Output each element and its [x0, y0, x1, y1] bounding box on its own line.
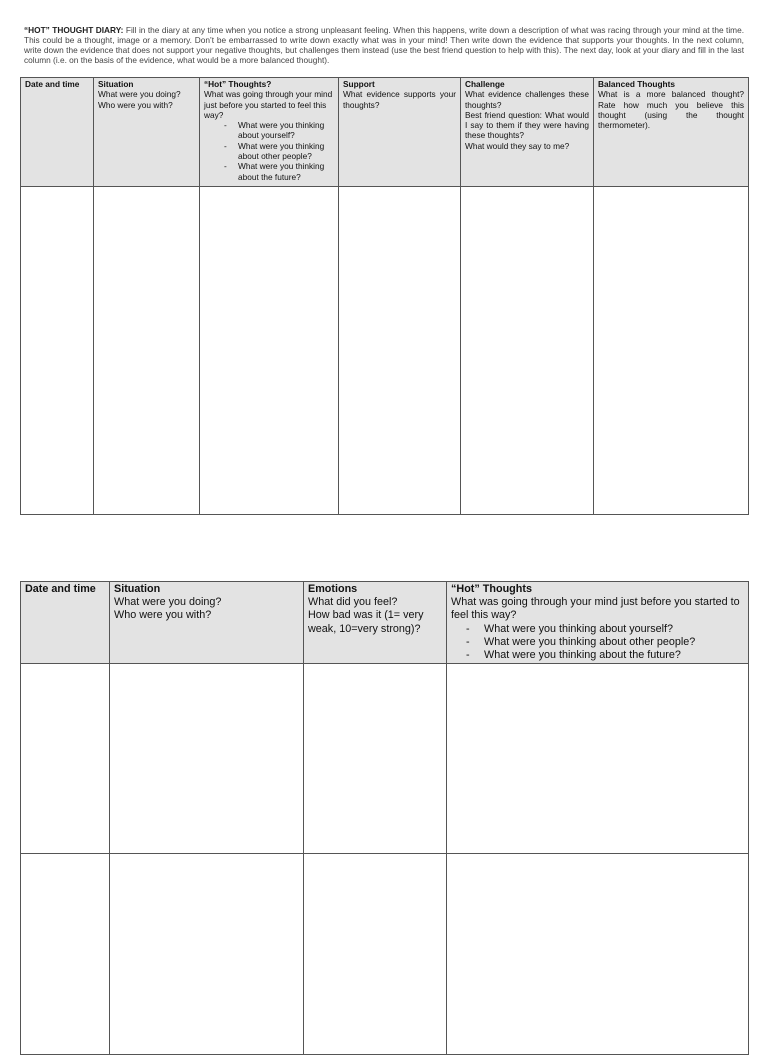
list-item: - What were you thinking about other people? — [464, 636, 744, 649]
header-date-time-label: Date and time — [25, 79, 80, 89]
entry-situation-cell[interactable] — [110, 664, 304, 854]
entry-date-time-cell[interactable] — [21, 664, 110, 854]
thought-diary-table-1 — [20, 77, 749, 515]
header-support-title: Support — [343, 79, 375, 89]
situation-prompt: Who were you with? — [114, 609, 212, 622]
header-balanced-thoughts — [594, 78, 749, 187]
challenge-prompt-2: What would they say to me? — [465, 140, 570, 151]
emotions-prompt: What did you feel? — [308, 596, 398, 609]
table-row — [21, 187, 749, 515]
entry-situation-cell[interactable] — [94, 187, 200, 515]
header-hot-thoughts-title: “Hot” Thoughts — [451, 583, 532, 595]
diary-title: “HOT” THOUGHT DIARY: — [24, 25, 124, 35]
entry-hot-thoughts-cell[interactable] — [447, 854, 749, 1055]
header-situation-title: Situation — [114, 583, 161, 595]
table-header-row — [21, 582, 749, 664]
table-row — [21, 854, 749, 1055]
list-item: - What were you thinking about yourself? — [464, 623, 744, 636]
header-hot-thoughts-title: “Hot” Thoughts? — [204, 79, 272, 89]
thought-diary-table-2 — [20, 581, 749, 1055]
header-situation-title: Situation — [98, 79, 134, 89]
header-challenge — [461, 78, 594, 187]
situation-prompt: Who were you with? — [98, 99, 173, 110]
entry-hot-thoughts-cell[interactable] — [447, 664, 749, 854]
hot-thoughts-list — [204, 120, 334, 182]
header-situation — [110, 582, 304, 664]
balanced-thoughts-prompt: What is a more balanced thought? Rate how much you believe this thought (using the thought thermometer). — [598, 89, 744, 131]
list-item: - What were you thinking about the future? — [222, 161, 334, 182]
challenge-prompt: What evidence challenges these thoughts? — [465, 89, 589, 110]
entry-support-cell[interactable] — [339, 187, 461, 515]
entry-date-time-cell[interactable] — [21, 854, 110, 1055]
header-date-time-label: Date and time — [25, 583, 96, 595]
entry-emotions-cell[interactable] — [304, 854, 447, 1055]
table-row — [21, 664, 749, 854]
list-item: - What were you thinking about other people? — [222, 141, 334, 162]
header-date-time — [21, 582, 110, 664]
entry-challenge-cell[interactable] — [461, 187, 594, 515]
hot-thoughts-prompt: What was going through your mind just before you started to feel this way? — [451, 596, 740, 622]
table-header-row — [21, 78, 749, 187]
header-support — [339, 78, 461, 187]
header-date-time — [21, 78, 94, 187]
diary-instructions-text: Fill in the diary at any time when you notice a strong unpleasant feeling. When this happens, write down a description of what was racing through your mind at the time. This could be a thought, image or a memory. Don’t be embarrassed to write down exactly what was in your mind! Then write down the evidence that supports your thoughts. In the next column, write down the evidence that does not support your negative thoughts, but challenges them instead (use the best friend question to help with this). The next day, look at your diary and fill in the last column (i.e. on the basis of the evidence, what would be a more balanced thought). — [24, 25, 744, 65]
support-prompt: What evidence supports your thoughts? — [343, 89, 456, 110]
emotions-rating-prompt: How bad was it (1= very weak, 10=very strong)? — [308, 609, 424, 635]
entry-balanced-thoughts-cell[interactable] — [594, 187, 749, 515]
list-item: - What were you thinking about yourself? — [222, 120, 334, 141]
entry-situation-cell[interactable] — [110, 854, 304, 1055]
header-hot-thoughts — [200, 78, 339, 187]
header-emotions — [304, 582, 447, 664]
entry-date-time-cell[interactable] — [21, 187, 94, 515]
challenge-best-friend-question: Best friend question: What would I say to them if they were having these thoughts? — [465, 109, 589, 141]
hot-thoughts-prompt: What was going through your mind just before you started to feel this way? — [204, 89, 333, 120]
header-situation — [94, 78, 200, 187]
situation-prompt: What were you doing? — [114, 596, 222, 609]
entry-hot-thoughts-cell[interactable] — [200, 187, 339, 515]
situation-prompt: What were you doing? — [98, 89, 181, 100]
entry-emotions-cell[interactable] — [304, 664, 447, 854]
header-balanced-thoughts-title: Balanced Thoughts — [598, 79, 675, 89]
header-challenge-title: Challenge — [465, 79, 505, 89]
diary-instructions — [24, 25, 744, 65]
header-emotions-title: Emotions — [308, 583, 358, 595]
list-item: - What were you thinking about the future? — [464, 649, 744, 662]
header-hot-thoughts — [447, 582, 749, 664]
hot-thoughts-list — [451, 623, 744, 663]
